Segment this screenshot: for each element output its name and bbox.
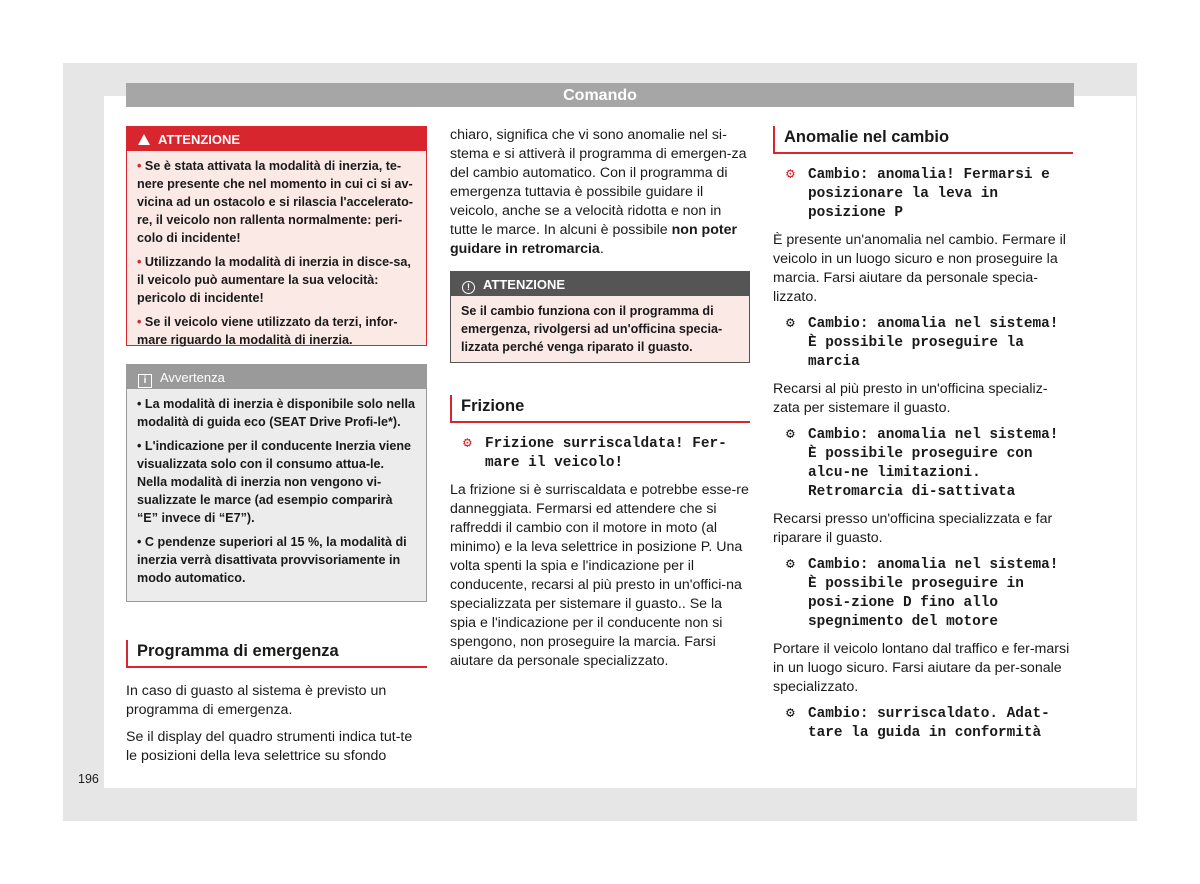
section-title: Programma di emergenza: [126, 640, 427, 668]
note-header: [127, 365, 426, 389]
note-box: [126, 364, 427, 602]
warning-text: Se il cambio funziona con il programma di emergenza, rivolgersi ad un'officina specia-lizzata perché venga riparato il guasto.: [461, 304, 723, 354]
paragraph: chiaro, significa che vi sono anomalie nel si-stema e si attiverà il programma di emergen-za del cambio automatico. Con il programma di emergenza tuttavia è possibile guidare il veicolo, anche se a velocità ridotta e non in tutte le marce. In alcuni è possibile non poter guidare in retromarcia.: [450, 127, 747, 257]
note-item: • C pendenze superiori al 15 %, la modalità di inerzia verrà disattivata provvisoriamente in modo automatico.: [137, 535, 407, 585]
message-title: Cambio: anomalia nel sistema! È possibile proseguire con alcu-ne limitazioni. Retromarcia di-sattivata: [808, 427, 1059, 500]
section-title: Frizione: [450, 395, 750, 423]
paragraph: La frizione si è surriscaldata e potrebbe esse-re danneggiata. Fermarsi ed attendere che si raffreddi il cambio con il motore in moto (al minimo) e la leva selettrice in posizione P. Una volta spenti la spia e l'indicazione per il conducente, recarsi al più presto in un'offici-na specializzata per sistemare il guasto.. Se la spia e l'indicazione per il conducente non si spengono, non proseguire la marcia. Farsi aiutare da personale specializzato.: [450, 482, 749, 669]
warning-item: • Utilizzando la modalità di inerzia in disce-sa, il veicolo può aumentare la sua velocità: pericolo di incidente!: [137, 255, 411, 305]
note-item: • La modalità di inerzia è disponibile solo nella modalità di guida eco (SEAT Drive Profi-le*).: [137, 397, 416, 429]
driver-message: [773, 705, 1073, 743]
note-body: [127, 389, 426, 593]
driver-message: [773, 315, 1073, 372]
paragraph: Recarsi presso un'officina specializzata e far riparare il guasto.: [773, 511, 1053, 546]
paragraph: Se il display del quadro strumenti indica tut-te le posizioni della leva selettrice su sfondo: [126, 729, 413, 764]
left-column: [126, 126, 427, 766]
page-number: 196: [78, 772, 99, 786]
gear-warning-icon: ⚙: [786, 427, 795, 443]
warning-title: ATTENZIONE: [483, 277, 566, 292]
paragraph: È presente un'anomalia nel cambio. Fermare il veicolo in un luogo sicuro e non proseguire la marcia. Farsi aiutare da personale specia-lizzato.: [773, 232, 1066, 305]
warning-box: [450, 271, 750, 363]
right-column: [773, 126, 1073, 743]
driver-message: [773, 426, 1073, 502]
message-title: Cambio: anomalia nel sistema! È possibile proseguire la marcia: [808, 316, 1059, 370]
chapter-header: Comando: [126, 83, 1074, 107]
gear-warning-red-icon: ⚙: [786, 167, 795, 183]
driver-message: [773, 166, 1073, 223]
message-title: Frizione surriscaldata! Fer-mare il veicolo!: [485, 436, 727, 471]
warning-header: [451, 272, 749, 296]
middle-column: [450, 126, 750, 671]
gear-warning-red-icon: ⚙: [463, 436, 472, 452]
paragraph: Portare il veicolo lontano dal traffico e fer-marsi in un luogo sicuro. Farsi aiutare da per-sonale specializzato.: [773, 641, 1070, 695]
warning-body: [451, 296, 749, 362]
paragraph: In caso di guasto al sistema è previsto un programma di emergenza.: [126, 683, 387, 718]
warning-box: [126, 126, 427, 346]
warning-circle-icon: !: [462, 281, 475, 294]
section-title: Anomalie nel cambio: [773, 126, 1073, 154]
note-title: Avvertenza: [160, 370, 225, 385]
gear-warning-icon: ⚙: [786, 316, 795, 332]
message-title: Cambio: surriscaldato. Adat-tare la guida in conformità: [808, 706, 1050, 741]
warning-header: [127, 127, 426, 151]
driver-message: [450, 435, 750, 473]
warning-item: • Se è stata attivata la modalità di inerzia, te-nere presente che nel momento in cui ci si av-vicina ad un ostacolo e si rilascia l'accelerato-re, il veicolo non rallenta normalmente: peri-colo di incidente!: [137, 159, 413, 245]
note-item: • L'indicazione per il conducente Inerzia viene visualizzata solo con il consumo attua-le. Nella modalità di inerzia non vengono vi-sualizzate le marce (ad esempio comparirà “E” invece di “E7”).: [137, 439, 412, 525]
driver-message: [773, 556, 1073, 632]
paragraph: Recarsi al più presto in un'officina specializ-zata per sistemare il guasto.: [773, 381, 1048, 416]
warning-title: ATTENZIONE: [158, 132, 241, 147]
gear-warning-icon: ⚙: [786, 557, 795, 573]
info-icon: i: [138, 374, 152, 388]
warning-item: • Se il veicolo viene utilizzato da terzi, infor-mare riguardo la modalità di inerzia.: [137, 315, 398, 347]
gear-warning-icon: ⚙: [786, 706, 795, 722]
warning-triangle-icon: [138, 134, 150, 145]
warning-body: [127, 151, 426, 355]
message-title: Cambio: anomalia nel sistema! È possibile proseguire in posi-zione D fino allo spegnimento del motore: [808, 557, 1059, 630]
message-title: Cambio: anomalia! Fermarsi e posizionare la leva in posizione P: [808, 167, 1050, 221]
